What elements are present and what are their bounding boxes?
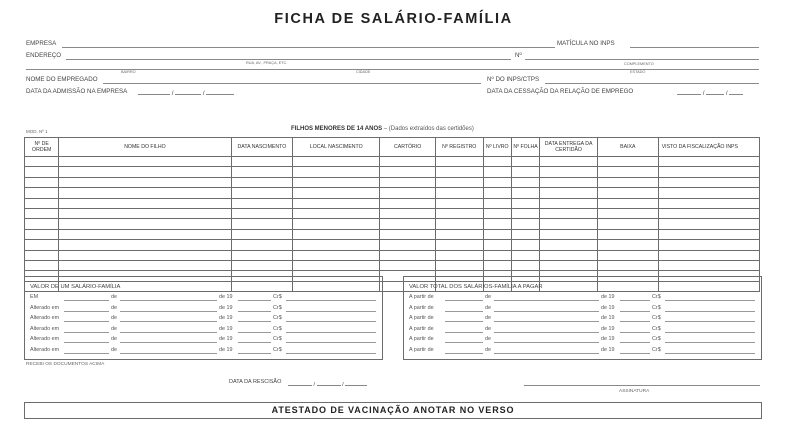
table-cell[interactable] [293,177,380,187]
value-row [409,347,755,356]
table-cell[interactable] [511,198,539,208]
table-cell[interactable] [25,157,59,167]
right-box-title: VALOR TOTAL DOS SALÁRIOS-FAMÍLIA A PAGAR [409,284,543,290]
row-label: A partir de [409,294,434,300]
table-cell[interactable] [435,177,483,187]
table-row [25,167,760,177]
table-cell[interactable] [597,250,658,260]
value-row [30,294,376,303]
table-cell[interactable] [25,208,59,218]
table-cell[interactable] [59,188,231,198]
fill-line[interactable] [665,300,755,301]
label-endereco: ENDEREÇO [26,52,62,59]
label-numero: Nº [515,52,522,59]
table-cell[interactable] [380,250,436,260]
table-cell[interactable] [483,219,511,229]
table-cell[interactable] [540,208,598,218]
table-row [25,240,760,250]
table-row [25,157,760,167]
valor-salario-familia-box [24,276,383,360]
table-cell[interactable] [25,250,59,260]
label-assinatura: ASSINATURA [619,389,650,394]
numero-line[interactable] [525,59,759,60]
fill-line[interactable] [238,332,271,333]
table-cell[interactable] [380,198,436,208]
label-matricula: MATÍCULA NO INPS [557,40,615,47]
table-cell[interactable] [435,260,483,270]
data-admissao-field[interactable]: / / [138,88,234,97]
col-baixa: BAIXA [597,138,658,157]
de-label: de [485,304,491,311]
currency-label: Cr$ [273,304,282,311]
col-data-entrega: DATA ENTREGA DA CERTIDÃO [540,138,598,157]
fill-line[interactable] [238,353,271,354]
table-cell[interactable] [293,240,380,250]
table-cell[interactable] [658,250,759,260]
value-row [30,315,376,324]
table-cell[interactable] [483,198,511,208]
fill-line[interactable] [620,332,650,333]
table-cell[interactable] [59,240,231,250]
table-cell[interactable] [231,198,293,208]
table-cell[interactable] [25,198,59,208]
table-row [25,208,760,218]
table-cell[interactable] [435,188,483,198]
fill-line[interactable] [238,300,271,301]
row-label: A partir de [409,336,434,342]
table-cell[interactable] [435,229,483,239]
fill-line[interactable] [494,321,599,322]
label-empresa: EMPRESA [26,40,57,47]
empresa-line[interactable] [62,47,555,48]
fill-line[interactable] [494,311,599,312]
table-cell[interactable] [293,167,380,177]
fill-line[interactable] [665,321,755,322]
table-cell[interactable] [511,177,539,187]
table-cell[interactable] [293,260,380,270]
fill-line[interactable] [620,342,650,343]
fill-line[interactable] [286,353,376,354]
table-cell[interactable] [540,260,598,270]
fill-line[interactable] [286,332,376,333]
value-row [409,305,755,314]
table-cell[interactable] [597,240,658,250]
currency-label: Cr$ [273,346,282,353]
value-row [30,347,376,356]
fill-line[interactable] [286,342,376,343]
table-cell[interactable] [25,260,59,270]
table-cell[interactable] [380,240,436,250]
label-data-cessacao: DATA DA CESSAÇÃO DA RELAÇÃO DE EMPREGO [487,88,634,95]
year-label: de 19 [601,346,615,353]
table-cell[interactable] [511,260,539,270]
table-cell[interactable] [540,167,598,177]
sub-label-bairro: BAIRRO [121,70,136,74]
de-label: de [111,346,117,353]
de-label: de [111,304,117,311]
section-title: FILHOS MENORES DE 14 ANOS [291,126,383,132]
year-label: de 19 [219,325,233,332]
table-row [25,260,760,270]
value-row [409,315,755,324]
table-cell[interactable] [540,198,598,208]
table-cell[interactable] [380,167,436,177]
de-label: de [485,336,491,342]
table-cell[interactable] [658,229,759,239]
fill-line[interactable] [238,321,271,322]
fill-line[interactable] [494,332,599,333]
row-label: Alterado em [30,315,60,321]
table-row [25,219,760,229]
currency-label: Cr$ [273,294,282,300]
currency-label: Cr$ [652,325,661,332]
inps-ctps-line[interactable] [545,83,759,84]
table-cell[interactable] [658,208,759,218]
table-cell[interactable] [658,157,759,167]
row-label: Alterado em [30,304,60,311]
row-label: A partir de [409,304,434,311]
col-folha: Nº FOLHA [511,138,539,157]
table-cell[interactable] [59,219,231,229]
year-label: de 19 [219,294,233,300]
fill-line[interactable] [620,300,650,301]
table-cell[interactable] [540,250,598,260]
table-cell[interactable] [59,177,231,187]
table-cell[interactable] [293,188,380,198]
table-cell[interactable] [435,198,483,208]
fill-line[interactable] [620,311,650,312]
fill-line[interactable] [665,332,755,333]
table-cell[interactable] [380,260,436,270]
year-label: de 19 [601,304,615,311]
table-cell[interactable] [25,229,59,239]
table-row [25,198,760,208]
table-cell[interactable] [540,188,598,198]
table-cell[interactable] [483,157,511,167]
table-cell[interactable] [483,240,511,250]
table-cell[interactable] [483,260,511,270]
nome-empregado-line[interactable] [103,83,481,84]
table-header-row [25,138,760,157]
table-cell[interactable] [293,250,380,260]
table-row [25,229,760,239]
row-label: EM [30,294,39,300]
table-cell[interactable] [540,240,598,250]
table-cell[interactable] [511,250,539,260]
table-cell[interactable] [59,229,231,239]
table-cell[interactable] [231,229,293,239]
table-cell[interactable] [658,260,759,270]
table-cell[interactable] [435,167,483,177]
table-cell[interactable] [540,219,598,229]
table-cell[interactable] [511,167,539,177]
row-label: A partir de [409,325,434,332]
year-label: de 19 [219,346,233,353]
fill-line[interactable] [665,311,755,312]
year-label: de 19 [601,294,615,300]
table-cell[interactable] [597,260,658,270]
fill-line[interactable] [665,342,755,343]
table-cell[interactable] [380,177,436,187]
section-note: – (Dados extraídos das certidões) [383,126,474,132]
table-cell[interactable] [435,240,483,250]
table-cell[interactable] [25,167,59,177]
table-cell[interactable] [511,208,539,218]
table-cell[interactable] [483,208,511,218]
sub-label-cidade: CIDADE [356,70,371,74]
sub-label-estado: ESTADO [630,70,646,74]
table-cell[interactable] [380,157,436,167]
de-label: de [111,336,117,342]
label-data-rescisao: DATA DA RESCISÃO [229,379,282,385]
label-nome-empregado: NOME DO EMPREGADO [26,76,98,83]
currency-label: Cr$ [652,336,661,342]
year-label: de 19 [601,336,615,342]
table-cell[interactable] [540,229,598,239]
value-row [30,326,376,335]
signature-line[interactable] [524,385,760,386]
table-cell[interactable] [293,157,380,167]
col-cartorio: CARTÓRIO [380,138,436,157]
data-rescisao-field[interactable]: / / [288,379,367,388]
table-cell[interactable] [231,167,293,177]
table-cell[interactable] [380,188,436,198]
col-numero-ordem: Nº DE ORDEM [25,138,59,157]
table-cell[interactable] [293,229,380,239]
label-inps-ctps: Nº DO INPS/CTPS [487,76,540,83]
table-cell[interactable] [293,219,380,229]
table-cell[interactable] [483,250,511,260]
row-label: Alterado em [30,346,60,353]
fill-line[interactable] [620,321,650,322]
table-row [25,250,760,260]
fill-line[interactable] [445,332,483,333]
value-row [409,294,755,303]
table-cell[interactable] [231,219,293,229]
row-label: Alterado em [30,325,60,332]
currency-label: Cr$ [273,325,282,332]
table-cell[interactable] [483,177,511,187]
table-cell[interactable] [435,208,483,218]
fill-line[interactable] [286,311,376,312]
year-label: de 19 [219,336,233,342]
year-label: de 19 [601,315,615,321]
col-data-nascimento: DATA NASCIMENTO [231,138,293,157]
col-nome-filho: NOME DO FILHO [59,138,231,157]
table-cell[interactable] [435,250,483,260]
table-cell[interactable] [25,188,59,198]
col-livro: Nº LIVRO [483,138,511,157]
currency-label: Cr$ [273,336,282,342]
table-cell[interactable] [483,167,511,177]
endereco-line[interactable] [66,59,511,60]
table-cell[interactable] [658,240,759,250]
fill-line[interactable] [665,353,755,354]
table-cell[interactable] [658,167,759,177]
table-cell[interactable] [231,157,293,167]
data-cessacao-field[interactable]: / / [677,88,743,97]
col-visto-fiscalizacao: VISTO DA FISCALIZAÇÃO INPS [658,138,759,157]
fill-line[interactable] [120,300,217,301]
currency-label: Cr$ [273,315,282,321]
value-row [409,336,755,345]
section-heading [291,126,474,132]
currency-label: Cr$ [652,346,661,353]
fill-line[interactable] [238,311,271,312]
year-label: de 19 [219,304,233,311]
mod-number: MOD. Nº 1 [26,129,48,134]
fill-line[interactable] [445,311,483,312]
table-cell[interactable] [511,157,539,167]
table-cell[interactable] [231,260,293,270]
table-cell[interactable] [231,208,293,218]
fill-line[interactable] [64,342,109,343]
de-label: de [111,325,117,332]
table-cell[interactable] [59,208,231,218]
table-cell[interactable] [483,188,511,198]
table-cell[interactable] [597,167,658,177]
sub-label-complemento: COMPLEMENTO [624,62,654,66]
year-label: de 19 [601,325,615,332]
matricula-line[interactable] [630,47,759,48]
table-cell[interactable] [658,188,759,198]
table-cell[interactable] [59,157,231,167]
form-title: FICHA DE SALÁRIO-FAMÍLIA [274,11,513,27]
label-data-admissao: DATA DA ADMISSÃO NA EMPRESA [26,88,128,95]
col-registro: Nº REGISTRO [435,138,483,157]
de-label: de [111,315,117,321]
fill-line[interactable] [286,321,376,322]
table-cell[interactable] [435,219,483,229]
de-label: de [485,294,491,300]
fill-line[interactable] [120,353,217,354]
table-cell[interactable] [540,177,598,187]
table-cell[interactable] [511,188,539,198]
fill-line[interactable] [445,353,483,354]
fill-line[interactable] [120,342,217,343]
fill-line[interactable] [238,342,271,343]
valor-total-box [403,276,762,360]
table-cell[interactable] [435,157,483,167]
fill-line[interactable] [64,311,109,312]
fill-line[interactable] [120,332,217,333]
table-cell[interactable] [380,219,436,229]
currency-label: Cr$ [652,294,661,300]
fill-line[interactable] [120,321,217,322]
de-label: de [485,315,491,321]
fill-line[interactable] [64,300,109,301]
table-cell[interactable] [511,219,539,229]
fill-line[interactable] [445,342,483,343]
fill-line[interactable] [64,321,109,322]
table-cell[interactable] [59,260,231,270]
row-label: Alterado em [30,336,60,342]
value-row [30,336,376,345]
fill-line[interactable] [64,332,109,333]
table-cell[interactable] [59,250,231,260]
table-cell[interactable] [25,240,59,250]
table-cell[interactable] [25,177,59,187]
table-cell[interactable] [380,229,436,239]
fill-line[interactable] [286,300,376,301]
table-row [25,188,760,198]
table-cell[interactable] [231,188,293,198]
table-row [25,177,760,187]
received-documents-text: RECEBI OS DOCUMENTOS ACIMA [26,362,105,367]
table-cell[interactable] [483,229,511,239]
table-cell[interactable] [597,188,658,198]
table-cell[interactable] [597,157,658,167]
table-cell[interactable] [597,219,658,229]
table-cell[interactable] [511,229,539,239]
table-cell[interactable] [380,208,436,218]
de-label: de [111,294,117,300]
de-label: de [485,346,491,353]
de-label: de [485,325,491,332]
table-cell[interactable] [597,229,658,239]
row-label: A partir de [409,346,434,353]
table-cell[interactable] [540,157,598,167]
fill-line[interactable] [120,311,217,312]
value-row [30,305,376,314]
table-cell[interactable] [511,240,539,250]
value-row [409,326,755,335]
table-cell[interactable] [293,208,380,218]
fill-line[interactable] [445,321,483,322]
year-label: de 19 [219,315,233,321]
table-cell[interactable] [59,167,231,177]
currency-label: Cr$ [652,315,661,321]
row-label: A partir de [409,315,434,321]
fill-line[interactable] [620,353,650,354]
fill-line[interactable] [494,353,599,354]
fill-line[interactable] [494,342,599,343]
fill-line[interactable] [64,353,109,354]
table-cell[interactable] [231,177,293,187]
left-box-title: VALOR DE UM SALÁRIO-FAMÍLIA [30,284,121,290]
children-table [24,137,760,292]
table-cell[interactable] [658,177,759,187]
table-cell[interactable] [597,177,658,187]
currency-label: Cr$ [652,304,661,311]
table-cell[interactable] [231,240,293,250]
col-local-nascimento: LOCAL NASCIMENTO [293,138,380,157]
table-cell[interactable] [25,219,59,229]
table-cell[interactable] [658,219,759,229]
vaccination-note: ATESTADO DE VACINAÇÃO ANOTAR NO VERSO [24,402,762,419]
sub-label-rua: RUA, AV., PRAÇA, ETC. [246,61,288,65]
table-cell[interactable] [59,198,231,208]
fill-line[interactable] [445,300,483,301]
table-cell[interactable] [597,198,658,208]
table-cell[interactable] [231,250,293,260]
table-cell[interactable] [293,198,380,208]
children-table-body [25,157,760,292]
table-cell[interactable] [658,198,759,208]
table-cell[interactable] [597,208,658,218]
fill-line[interactable] [494,300,599,301]
